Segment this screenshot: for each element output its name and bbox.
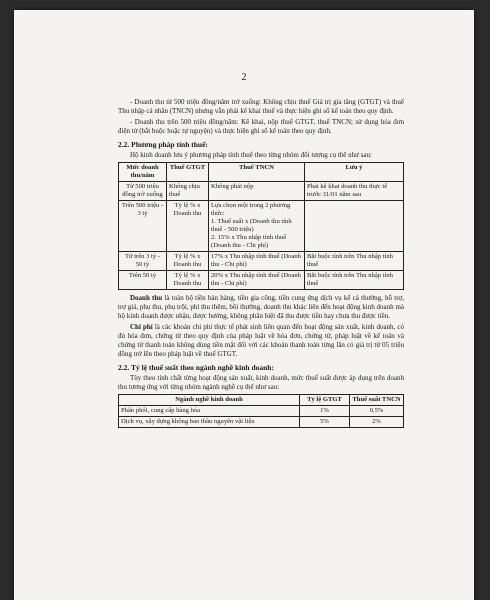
table-cell: Lựa chọn một trong 2 phương thức: 1. Thuế suất x (Doanh thu tính thuế - 500 triệu) 2. 15% x Thu nhập tính thuế (Doanh thu - Chi phí) <box>209 201 305 252</box>
document-page <box>14 10 474 600</box>
table-row <box>119 406 404 417</box>
table-cell: Tỷ lệ % x Doanh thu <box>167 252 209 271</box>
table-cell: Phải kê khai doanh thu thực tế trước 31/01 năm sau <box>305 182 404 201</box>
paragraph-revenue-over-500: - Doanh thu trên 500 triệu đồng/năm: Kê khai, nộp thuế GTGT, thuế TNCN; sử dụng hóa đơn điện tử (bắt buộc hoặc tự nguyện) và thực hiện ghi sổ kế toán theo quy định. <box>118 118 404 135</box>
table-cell: 0.5% <box>350 406 404 417</box>
definition-revenue-text: là toàn bộ tiền bán hàng, tiền gia công, tiền cung ứng dịch vụ kể cả thưởng, hỗ trợ, trợ giá, phụ thu, phụ trội, phí thu thêm, bồi thường, doanh thu khác liên đến hoạt động kinh doanh mà hộ kinh doanh được nhận, được hưởng, không phân biệt đã thu được tiền hay chưa thu được tiền. <box>118 294 404 320</box>
table-header-row <box>119 163 404 182</box>
table-cell: 20% x Thu nhập tính thuế (Doanh thu - Chi phí) <box>209 271 305 290</box>
table-header: Thuế TNCN <box>209 163 305 182</box>
table-cell <box>305 201 404 252</box>
definition-expense-text: là các khoản chi phí thực tế phát sinh liên quan đến hoạt động sản xuất, kinh doanh, có đủ hóa đơn, chứng từ theo quy định của pháp luật về hóa đơn, chứng từ, pháp luật về kế toán và chứng từ thanh toán không dùng tiền mặt đối với các khoản thanh toán từng lần có giá trị từ 05 triệu đồng trở lên theo pháp luật về thuế GTGT. <box>118 323 405 358</box>
table-row <box>119 182 404 201</box>
table-cell: Dịch vụ, xây dựng không bao thầu nguyên vật liệu <box>119 417 300 428</box>
tax-rate-table <box>118 394 404 428</box>
table-header: Ngành nghề kinh doanh <box>119 395 300 406</box>
table-row <box>119 252 404 271</box>
paragraph-expense-definition <box>118 323 404 359</box>
table-header: Thuế GTGT <box>167 163 209 182</box>
table-cell: Từ trên 3 tỷ - 50 tỷ <box>119 252 167 271</box>
section-intro-tax-method: Hộ kinh doanh lưu ý phương pháp tính thuế theo từng nhóm đối tượng cụ thể như sau: <box>130 151 372 159</box>
table-cell: Không chịu thuế <box>167 182 209 201</box>
table-cell: 2% <box>350 417 404 428</box>
section-intro-tax-rates: Tùy theo tính chất từng hoạt động sản xuất, kinh doanh, mức thuế suất được áp dụng trên doanh thu tương ứng với từng nhóm ngành nghề cụ thể như sau: <box>118 374 404 391</box>
table-header: Thuế suất TNCN <box>350 395 404 406</box>
page-number: 2 <box>241 72 247 83</box>
table-cell: Bắt buộc tính trên Thu nhập tính thuế <box>305 252 404 271</box>
paragraph-revenue-definition <box>118 294 404 321</box>
section-heading-tax-rates: 2.2. Tỷ lệ thuế suất theo ngành nghề kinh doanh: <box>118 363 274 372</box>
table-row <box>119 271 404 290</box>
table-cell: 17% x Thu nhập tính thuế (Doanh thu - Chi phí) <box>209 252 305 271</box>
table-row <box>119 417 404 428</box>
table-header: Mức doanh thu/năm <box>119 163 167 182</box>
table-cell: Từ 500 triệu đồng trở xuống <box>119 182 167 201</box>
page-content <box>118 98 404 432</box>
table-row <box>119 201 404 252</box>
table-cell: Trên 50 tỷ <box>119 271 167 290</box>
table-header: Tỷ lệ GTGT <box>300 395 350 406</box>
table-cell: 5% <box>300 417 350 428</box>
term-expense: Chi phí <box>130 323 153 331</box>
tax-method-table <box>118 162 404 290</box>
section-heading-tax-method: 2.2. Phương pháp tính thuế: <box>118 140 208 149</box>
table-cell: Bắt buộc tính trên Thu nhập tính thuế <box>305 271 404 290</box>
table-cell: Không phải nộp <box>209 182 305 201</box>
table-cell: Phân phối, cung cấp hàng hóa <box>119 406 300 417</box>
table-cell: Tỷ lệ % x Doanh thu <box>167 271 209 290</box>
paragraph-revenue-under-500: - Doanh thu từ 500 triệu đồng/năm trở xuống: Không chịu thuế Giá trị gia tăng (GTGT) và thuế Thu nhập cá nhân (TNCN) nhưng vẫn phải kê khai thuế và thực hiện ghi sổ kế toán theo quy định. <box>118 98 404 115</box>
table-header-row <box>119 395 404 406</box>
table-cell: 1% <box>300 406 350 417</box>
table-cell: Trên 500 triệu - 3 tỷ <box>119 201 167 252</box>
table-header: Lưu ý <box>305 163 404 182</box>
term-revenue: Doanh thu <box>130 294 163 302</box>
table-cell: Tỷ lệ % x Doanh thu <box>167 201 209 252</box>
